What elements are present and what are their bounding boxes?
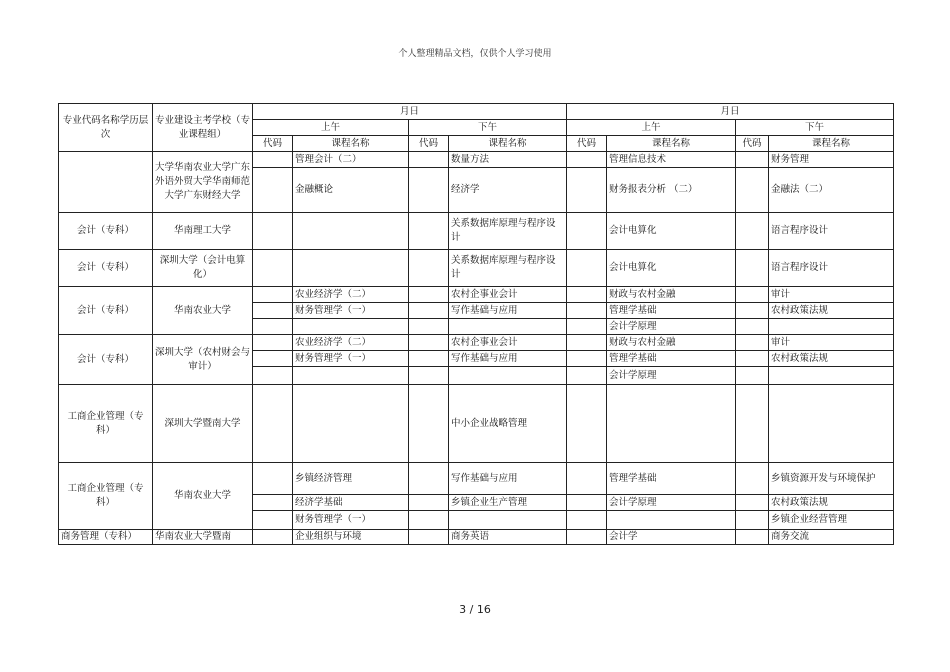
cell-major: 会计（专科）	[59, 250, 153, 287]
cell-code	[567, 530, 607, 545]
cell-course	[769, 367, 894, 385]
cell-code	[567, 213, 607, 250]
cell-course: 管理会计（二）	[293, 152, 409, 168]
cell-code	[253, 168, 293, 213]
cell-code	[567, 351, 607, 367]
cell-course: 财务管理学（一）	[293, 303, 409, 319]
cell-course: 财务管理学（一）	[293, 351, 409, 367]
cell-course: 会计学	[607, 530, 736, 545]
table-row	[59, 287, 894, 303]
cell-code	[736, 168, 769, 213]
cell-code	[567, 152, 607, 168]
table-row	[59, 385, 894, 463]
cell-code	[253, 213, 293, 250]
cell-code	[736, 385, 769, 463]
cell-code	[567, 495, 607, 511]
cell-code	[567, 385, 607, 463]
cell-course: 农村企事业会计	[449, 335, 567, 351]
cell-code	[253, 303, 293, 319]
header-school: 专业建设主考学校（专业课程组）	[153, 104, 253, 152]
cell-course: 商务英语	[449, 530, 567, 545]
header-course: 课程名称	[293, 136, 409, 152]
cell-course: 中小企业战略管理	[449, 385, 567, 463]
cell-school: 华南理工大学	[153, 213, 253, 250]
cell-course: 农村企事业会计	[449, 287, 567, 303]
header-pm: 下午	[736, 120, 894, 136]
cell-course: 关系数据库原理与程序设计	[449, 213, 567, 250]
header-code: 代码	[567, 136, 607, 152]
cell-code	[409, 335, 449, 351]
cell-code	[253, 385, 293, 463]
table-header-row	[59, 104, 894, 120]
header-code: 代码	[736, 136, 769, 152]
cell-course	[769, 385, 894, 463]
cell-code	[736, 319, 769, 335]
cell-course	[449, 511, 567, 530]
cell-major: 工商企业管理（专科）	[59, 385, 153, 463]
cell-course: 财务管理	[769, 152, 894, 168]
cell-school: 大学华南农业大学广东外语外贸大学华南师范大学广东财经大学	[153, 152, 253, 213]
cell-course: 会计学原理	[607, 495, 736, 511]
cell-code	[409, 319, 449, 335]
cell-course: 乡镇资源开发与环境保护	[769, 463, 894, 495]
cell-school: 华南农业大学	[153, 287, 253, 335]
table-row	[59, 213, 894, 250]
cell-school: 华南农业大学暨南	[153, 530, 253, 545]
cell-course: 写作基础与应用	[449, 351, 567, 367]
cell-course: 管理学基础	[607, 351, 736, 367]
cell-code	[567, 511, 607, 530]
cell-code	[736, 213, 769, 250]
cell-code	[736, 367, 769, 385]
cell-course: 会计学原理	[607, 319, 736, 335]
cell-code	[409, 367, 449, 385]
cell-code	[253, 367, 293, 385]
cell-code	[736, 287, 769, 303]
cell-course: 会计电算化	[607, 250, 736, 287]
cell-major: 会计（专科）	[59, 287, 153, 335]
cell-course: 农村政策法规	[769, 351, 894, 367]
cell-course: 乡镇企业经营管理	[769, 511, 894, 530]
cell-course: 会计学原理	[607, 367, 736, 385]
header-code: 代码	[409, 136, 449, 152]
cell-code	[736, 351, 769, 367]
cell-course: 企业组织与环境	[293, 530, 409, 545]
cell-code	[567, 287, 607, 303]
header-course: 课程名称	[607, 136, 736, 152]
cell-code	[567, 335, 607, 351]
cell-code	[409, 287, 449, 303]
cell-course: 数量方法	[449, 152, 567, 168]
table-row	[59, 463, 894, 495]
cell-code	[736, 335, 769, 351]
table-row	[59, 152, 894, 168]
cell-course: 管理信息技术	[607, 152, 736, 168]
cell-code	[736, 463, 769, 495]
cell-course: 会计电算化	[607, 213, 736, 250]
cell-course	[293, 213, 409, 250]
cell-course	[769, 319, 894, 335]
cell-course	[607, 385, 736, 463]
cell-course: 管理学基础	[607, 463, 736, 495]
cell-course	[449, 319, 567, 335]
cell-course: 农村政策法规	[769, 303, 894, 319]
cell-code	[253, 530, 293, 545]
cell-major: 会计（专科）	[59, 213, 153, 250]
cell-course: 写作基础与应用	[449, 303, 567, 319]
header-am: 上午	[567, 120, 736, 136]
cell-school: 深圳大学暨南大学	[153, 385, 253, 463]
cell-course: 农村政策法规	[769, 495, 894, 511]
cell-major	[59, 152, 153, 213]
cell-code	[409, 511, 449, 530]
cell-school: 深圳大学（农村财会与审计）	[153, 335, 253, 385]
cell-code	[409, 530, 449, 545]
cell-course: 财务报表分析 （二）	[607, 168, 736, 213]
table-row	[59, 335, 894, 351]
cell-course: 关系数据库原理与程序设计	[449, 250, 567, 287]
cell-major: 会计（专科）	[59, 335, 153, 385]
cell-code	[409, 495, 449, 511]
cell-course: 审计	[769, 335, 894, 351]
cell-course: 写作基础与应用	[449, 463, 567, 495]
cell-course: 商务交流	[769, 530, 894, 545]
cell-major: 工商企业管理（专科）	[59, 463, 153, 530]
cell-course: 经济学	[449, 168, 567, 213]
cell-code	[409, 385, 449, 463]
cell-code	[253, 351, 293, 367]
cell-code	[736, 250, 769, 287]
cell-code	[736, 530, 769, 545]
cell-code	[736, 495, 769, 511]
cell-code	[409, 250, 449, 287]
header-code: 代码	[253, 136, 293, 152]
cell-school: 深圳大学（会计电算化）	[153, 250, 253, 287]
cell-code	[736, 152, 769, 168]
header-major: 专业代码名称学历层次	[59, 104, 153, 152]
cell-course: 金融法（二）	[769, 168, 894, 213]
cell-course: 财政与农村金融	[607, 335, 736, 351]
cell-course	[293, 250, 409, 287]
cell-course	[449, 367, 567, 385]
cell-course: 金融概论	[293, 168, 409, 213]
cell-course: 财政与农村金融	[607, 287, 736, 303]
table-row	[59, 250, 894, 287]
cell-course: 乡镇企业生产管理	[449, 495, 567, 511]
cell-code	[567, 303, 607, 319]
cell-course: 乡镇经济管理	[293, 463, 409, 495]
cell-course: 语言程序设计	[769, 250, 894, 287]
header-am: 上午	[253, 120, 409, 136]
header-date-2: 月日	[567, 104, 894, 120]
cell-school: 华南农业大学	[153, 463, 253, 530]
cell-code	[567, 367, 607, 385]
exam-schedule-table	[58, 103, 894, 545]
cell-code	[253, 250, 293, 287]
cell-course	[293, 385, 409, 463]
page-number: 3 / 16	[459, 603, 491, 616]
cell-course	[607, 511, 736, 530]
cell-code	[409, 152, 449, 168]
cell-code	[567, 250, 607, 287]
header-course: 课程名称	[769, 136, 894, 152]
cell-code	[409, 463, 449, 495]
cell-course	[293, 367, 409, 385]
cell-code	[253, 511, 293, 530]
cell-course: 经济学基础	[293, 495, 409, 511]
cell-code	[567, 319, 607, 335]
cell-code	[409, 168, 449, 213]
cell-code	[409, 351, 449, 367]
cell-code	[567, 463, 607, 495]
cell-major: 商务管理（专科）	[59, 530, 153, 545]
cell-code	[253, 335, 293, 351]
cell-course: 财务管理学（一）	[293, 511, 409, 530]
cell-code	[253, 319, 293, 335]
header-pm: 下午	[409, 120, 567, 136]
cell-course: 审计	[769, 287, 894, 303]
cell-code	[736, 303, 769, 319]
header-course: 课程名称	[449, 136, 567, 152]
cell-code	[253, 152, 293, 168]
cell-code	[409, 213, 449, 250]
table-row	[59, 530, 894, 545]
cell-code	[736, 511, 769, 530]
cell-course: 管理学基础	[607, 303, 736, 319]
cell-code	[253, 287, 293, 303]
cell-code	[567, 168, 607, 213]
cell-course	[293, 319, 409, 335]
page-header-note: 个人整理精品文档，仅供个人学习使用	[398, 49, 552, 59]
header-date-1: 月日	[253, 104, 567, 120]
cell-code	[253, 463, 293, 495]
cell-course: 农业经济学（二）	[293, 335, 409, 351]
cell-course: 农业经济学（二）	[293, 287, 409, 303]
cell-code	[253, 495, 293, 511]
cell-code	[409, 303, 449, 319]
cell-course: 语言程序设计	[769, 213, 894, 250]
